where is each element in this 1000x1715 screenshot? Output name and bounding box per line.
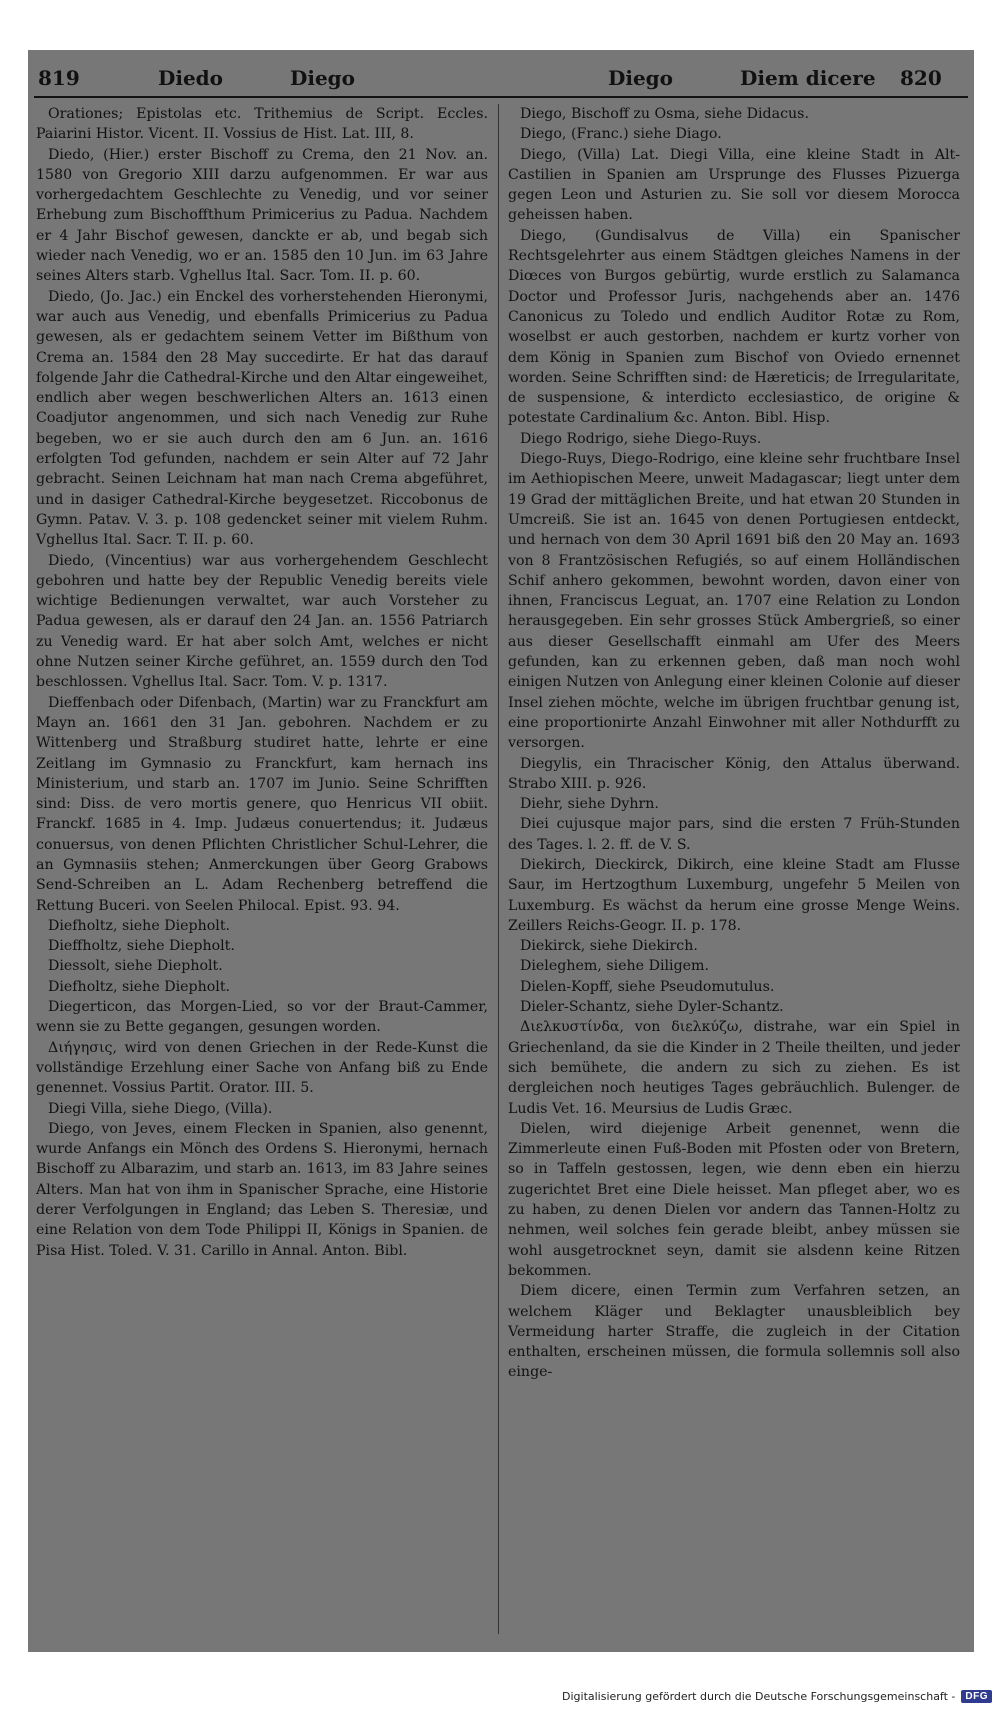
- entry-paragraph: Diegerticon, das Morgen-Lied, so vor der Braut-Cammer, wenn sie zu Bette gegangen, gesungen worden.: [36, 999, 488, 1036]
- entry-paragraph: Διήγησις, wird von denen Griechen in der Rede-Kunst die vollständige Erzehlung einer Sache von Anfang biß zu Ende genennet. Vossius Partit. Orator. III. 5.: [36, 1039, 488, 1097]
- entry-paragraph: Diedo, (Jo. Jac.) ein Enckel des vorherstehenden Hieronymi, war auch aus Venedig, und ebenfalls Primicerius zu Padua gewesen, als er gedachtem seinem Vetter im Bißthum von Crema an. 1584 den 28 May succedirte. Er hat das darauf folgende Jahr die Cathedral-Kirche und den Altar eingeweihet, endlich aber wegen beschwerlichen Alters an. 1613 einen Coadjutor angenommen, und sich nach Venedig zur Ruhe begeben, wo er sie auch durch den am 6 Jun. an. 1616 erfolgten Tod gefunden, nachdem er sein Alter auf 72 Jahr gebracht. Seinen Leichnam hat man nach Crema abgeführet, und in dasiger Cathedral-Kirche beygesetzet. Riccobonus de Gymn. Patav. V. 3. p. 108 gedencket seiner mit vielem Ruhm. Vghellus Ital. Sacr. T. II. p. 60.: [36, 288, 488, 549]
- header-rule: [34, 96, 968, 98]
- dfg-logo: DFG: [961, 1690, 992, 1703]
- entry-paragraph: Diekirck, siehe Diekirch.: [520, 938, 698, 955]
- entry-paragraph: Diegylis, ein Thracischer König, den Attalus überwand. Strabo XIII. p. 926.: [508, 755, 960, 792]
- entry-paragraph: Diego, (Gundisalvus de Villa) ein Spanischer Rechtsgelehrter aus einem Städtgen gleiches Namens in der Diœces von Burgos gebürtig, wurde erstlich zu Salamanca Doctor und Professor Juris, nachgehends aber an. 1476 Canonicus zu Toledo und endlich Auditor Rotæ zu Rom, woselbst er auch gestorben, nachdem er kurtz vorher von dem König in Spanien zum Bischof von Oviedo ernennet worden. Seine Schrifften sind: de Hæreticis; de Irregularitate, de suspensione, & interdicto ecclesiastico, de origine & potestate Cardinalium &c. Anton. Bibl. Hisp.: [508, 227, 960, 427]
- entry-paragraph: Diefholtz, siehe Diepholt.: [48, 978, 231, 995]
- entry-paragraph: Diei cujusque major pars, sind die ersten 7 Früh-Stunden des Tages. l. 2. ff. de V. S.: [508, 816, 960, 853]
- header-catchword-2: Diego: [290, 66, 355, 90]
- credit-text: Digitalisierung gefördert durch die Deutsche Forschungsgemeinschaft -: [562, 1690, 956, 1703]
- entry-paragraph: Diehr, siehe Dyhrn.: [520, 796, 659, 813]
- header-catchword-1: Diedo: [158, 66, 223, 90]
- running-header: [28, 62, 974, 96]
- entry-paragraph: Diegi Villa, siehe Diego, (Villa).: [48, 1100, 273, 1117]
- entry-paragraph: Diego, von Jeves, einem Flecken in Spanien, also genennt, wurde Anfangs ein Mönch des Ordens S. Hieronymi, hernach Bischoff zu Albarazim, und starb an. 1613, im 83 Jahre seines Alters. Man hat von ihm in Spanischer Sprache, eine Historie derer Verfolgungen in England; das Leben S. Theresiæ, und eine Relation von dem Tode Philippi II, Königs in Spanien. de Pisa Hist. Toled. V. 31. Carillo in Annal. Anton. Bibl.: [36, 1120, 488, 1259]
- entry-paragraph: Diem dicere, einen Termin zum Verfahren setzen, an welchem Kläger und Beklagter unausbleiblich bey Vermeidung harter Straffe, die zugleich in der Citation enthalten, erscheinen müssen, die formula sollemnis soll also einge-: [508, 1283, 960, 1381]
- entry-paragraph: Diego, (Villa) Lat. Diegi Villa, eine kleine Stadt in Alt-Castilien in Spanien am Ursprunge des Flusses Pizuerga gegen Leon und Asturien zu. Sie soll vor diesem Morocca geheissen haben.: [508, 146, 960, 224]
- header-catchword-3: Diego: [608, 66, 673, 90]
- entry-paragraph: Diefholtz, siehe Diepholt.: [48, 917, 231, 934]
- entry-paragraph: Orationes; Epistolas etc. Trithemius de Script. Eccles. Paiarini Histor. Vicent. II. Vossius de Hist. Lat. III, 8.: [36, 106, 488, 143]
- entry-paragraph: Diessolt, siehe Diepholt.: [48, 958, 223, 975]
- left-column: [36, 104, 488, 1634]
- entry-paragraph: Dieler-Schantz, siehe Dyler-Schantz.: [520, 999, 784, 1016]
- page-number-left: 819: [38, 66, 80, 90]
- entry-paragraph: Diego, Bischoff zu Osma, siehe Didacus.: [520, 106, 809, 122]
- digitization-credit: [562, 1690, 992, 1703]
- header-catchword-4: Diem dicere: [740, 66, 876, 90]
- entry-paragraph: Dielen-Kopff, siehe Pseudomutulus.: [520, 978, 775, 995]
- entry-paragraph: Diego, (Franc.) siehe Diago.: [520, 126, 722, 143]
- right-column: [508, 104, 960, 1634]
- page-number-right: 820: [900, 66, 942, 90]
- entry-paragraph: Διελκυστίνδα, von διελκύζω, distrahe, war ein Spiel in Griechenland, da sie die Kinder in 2 Theile theilten, und jeder sich bemühete, die andern zu sich zu ziehen. Es ist dergleichen noch heutiges Tages gebräuchlich. Bulenger. de Ludis Vet. 16. Meursius de Ludis Græc.: [508, 1019, 960, 1117]
- column-divider: [498, 104, 499, 1634]
- entry-paragraph: Dieffholtz, siehe Diepholt.: [48, 938, 235, 955]
- document-page: [28, 50, 974, 1652]
- entry-paragraph: Dieleghem, siehe Diligem.: [520, 958, 710, 975]
- entry-paragraph: Diego Rodrigo, siehe Diego-Ruys.: [520, 430, 762, 447]
- entry-paragraph: Diedo, (Hier.) erster Bischoff zu Crema, den 21 Nov. an. 1580 von Gregorio XIII darzu aufgenommen. Er war aus vorhergedachtem Geschlechte zu Venedig, und vor seiner Erhebung zum Bischoffthum Primicerius zu Padua. Nachdem er 4 Jahr Bischof gewesen, danckte er ab, und begab sich wieder nach Venedig, wo er an. 1585 den 10 Jun. im 63 Jahre seines Alters starb. Vghellus Ital. Sacr. Tom. II. p. 60.: [36, 146, 488, 285]
- entry-paragraph: Diego-Ruys, Diego-Rodrigo, eine kleine sehr fruchtbare Insel im Aethiopischen Meere, unweit Madagascar; liegt unter dem 19 Grad der mittäglichen Breite, und hat etwan 20 Stunden in Umcreiß. Sie ist an. 1645 von denen Portugiesen entdeckt, und hernach von dem 30 April 1691 biß den 20 May an. 1693 von 8 Frantzösischen Refugiés, so auf einem Holländischen Schif anhero gekommen, bewohnt worden, davon einer von ihnen, Franciscus Leguat, an. 1707 eine Relation zu London herausgegeben. Ein sehr grosses Stück Ambergrieß, so einer aus dieser Gesellschafft einmahl am Ufer des Meers gefunden, kan zu erkennen geben, daß man noch wohl einigen Nutzen von Anlegung einer kleinen Colonie auf dieser Insel ziehen möchte, welche im übrigen fruchtbar genung ist, eine proportionirte Anzahl Einwohner mit aller Nothdurfft zu versorgen.: [508, 451, 960, 752]
- entry-paragraph: Diekirch, Dieckirck, Dikirch, eine kleine Stadt am Flusse Saur, im Hertzogthum Luxemburg, ungefehr 5 Meilen von Luxemburg. Es wächst da herum eine grosse Menge Weins. Zeillers Reichs-Geogr. II. p. 178.: [508, 856, 960, 934]
- entry-paragraph: Diedo, (Vincentius) war aus vorhergehendem Geschlecht gebohren und hatte bey der Republic Venedig bereits viele wichtige Bedienungen verwaltet, war auch Vorsteher zu Padua gewesen, als er darauf den 24 Jan. an. 1556 Patriarch zu Venedig ward. Er hat aber solch Amt, welches er nicht ohne Nutzen seiner Kirche geführet, an. 1559 durch den Tod beschlossen. Vghellus Ital. Sacr. Tom. V. p. 1317.: [36, 552, 488, 691]
- entry-paragraph: Dielen, wird diejenige Arbeit genennet, wenn die Zimmerleute einen Fuß-Boden mit Pfosten oder von Bretern, so in Taffeln gestossen, legen, wie denn eben ein hierzu zugerichtet Bret eine Diele heisset. Man pfleget aber, wo es zu haben, zu denen Dielen vor andern das Tannen-Holtz zu nehmen, weil solches fein gerade bleibt, anbey müssen sie wohl ausgetrocknet seyn, damit sie alsdenn keine Ritzen bekommen.: [508, 1120, 960, 1279]
- entry-paragraph: Dieffenbach oder Difenbach, (Martin) war zu Franckfurt am Mayn an. 1661 den 31 Jan. gebohren. Nachdem er zu Wittenberg und Straßburg studiret hatte, lehrte er eine Zeitlang im Gymnasio zu Franckfurt, kam hernach ins Ministerium, und starb an. 1707 im Junio. Seine Schrifften sind: Diss. de vero mortis genere, quo Henricus VII obiit. Franckf. 1685 in 4. Imp. Judæus conuertendus; it. Judæus conuersus, von denen Pflichten Christlicher Schul-Lehrer, die an Gymnasiis stehen; Anmerckungen über Georg Grabows Send-Schreiben an L. Adam Rechenberg betreffend die Rettung Buceri. von Seelen Philocal. Epist. 93. 94.: [36, 694, 488, 914]
